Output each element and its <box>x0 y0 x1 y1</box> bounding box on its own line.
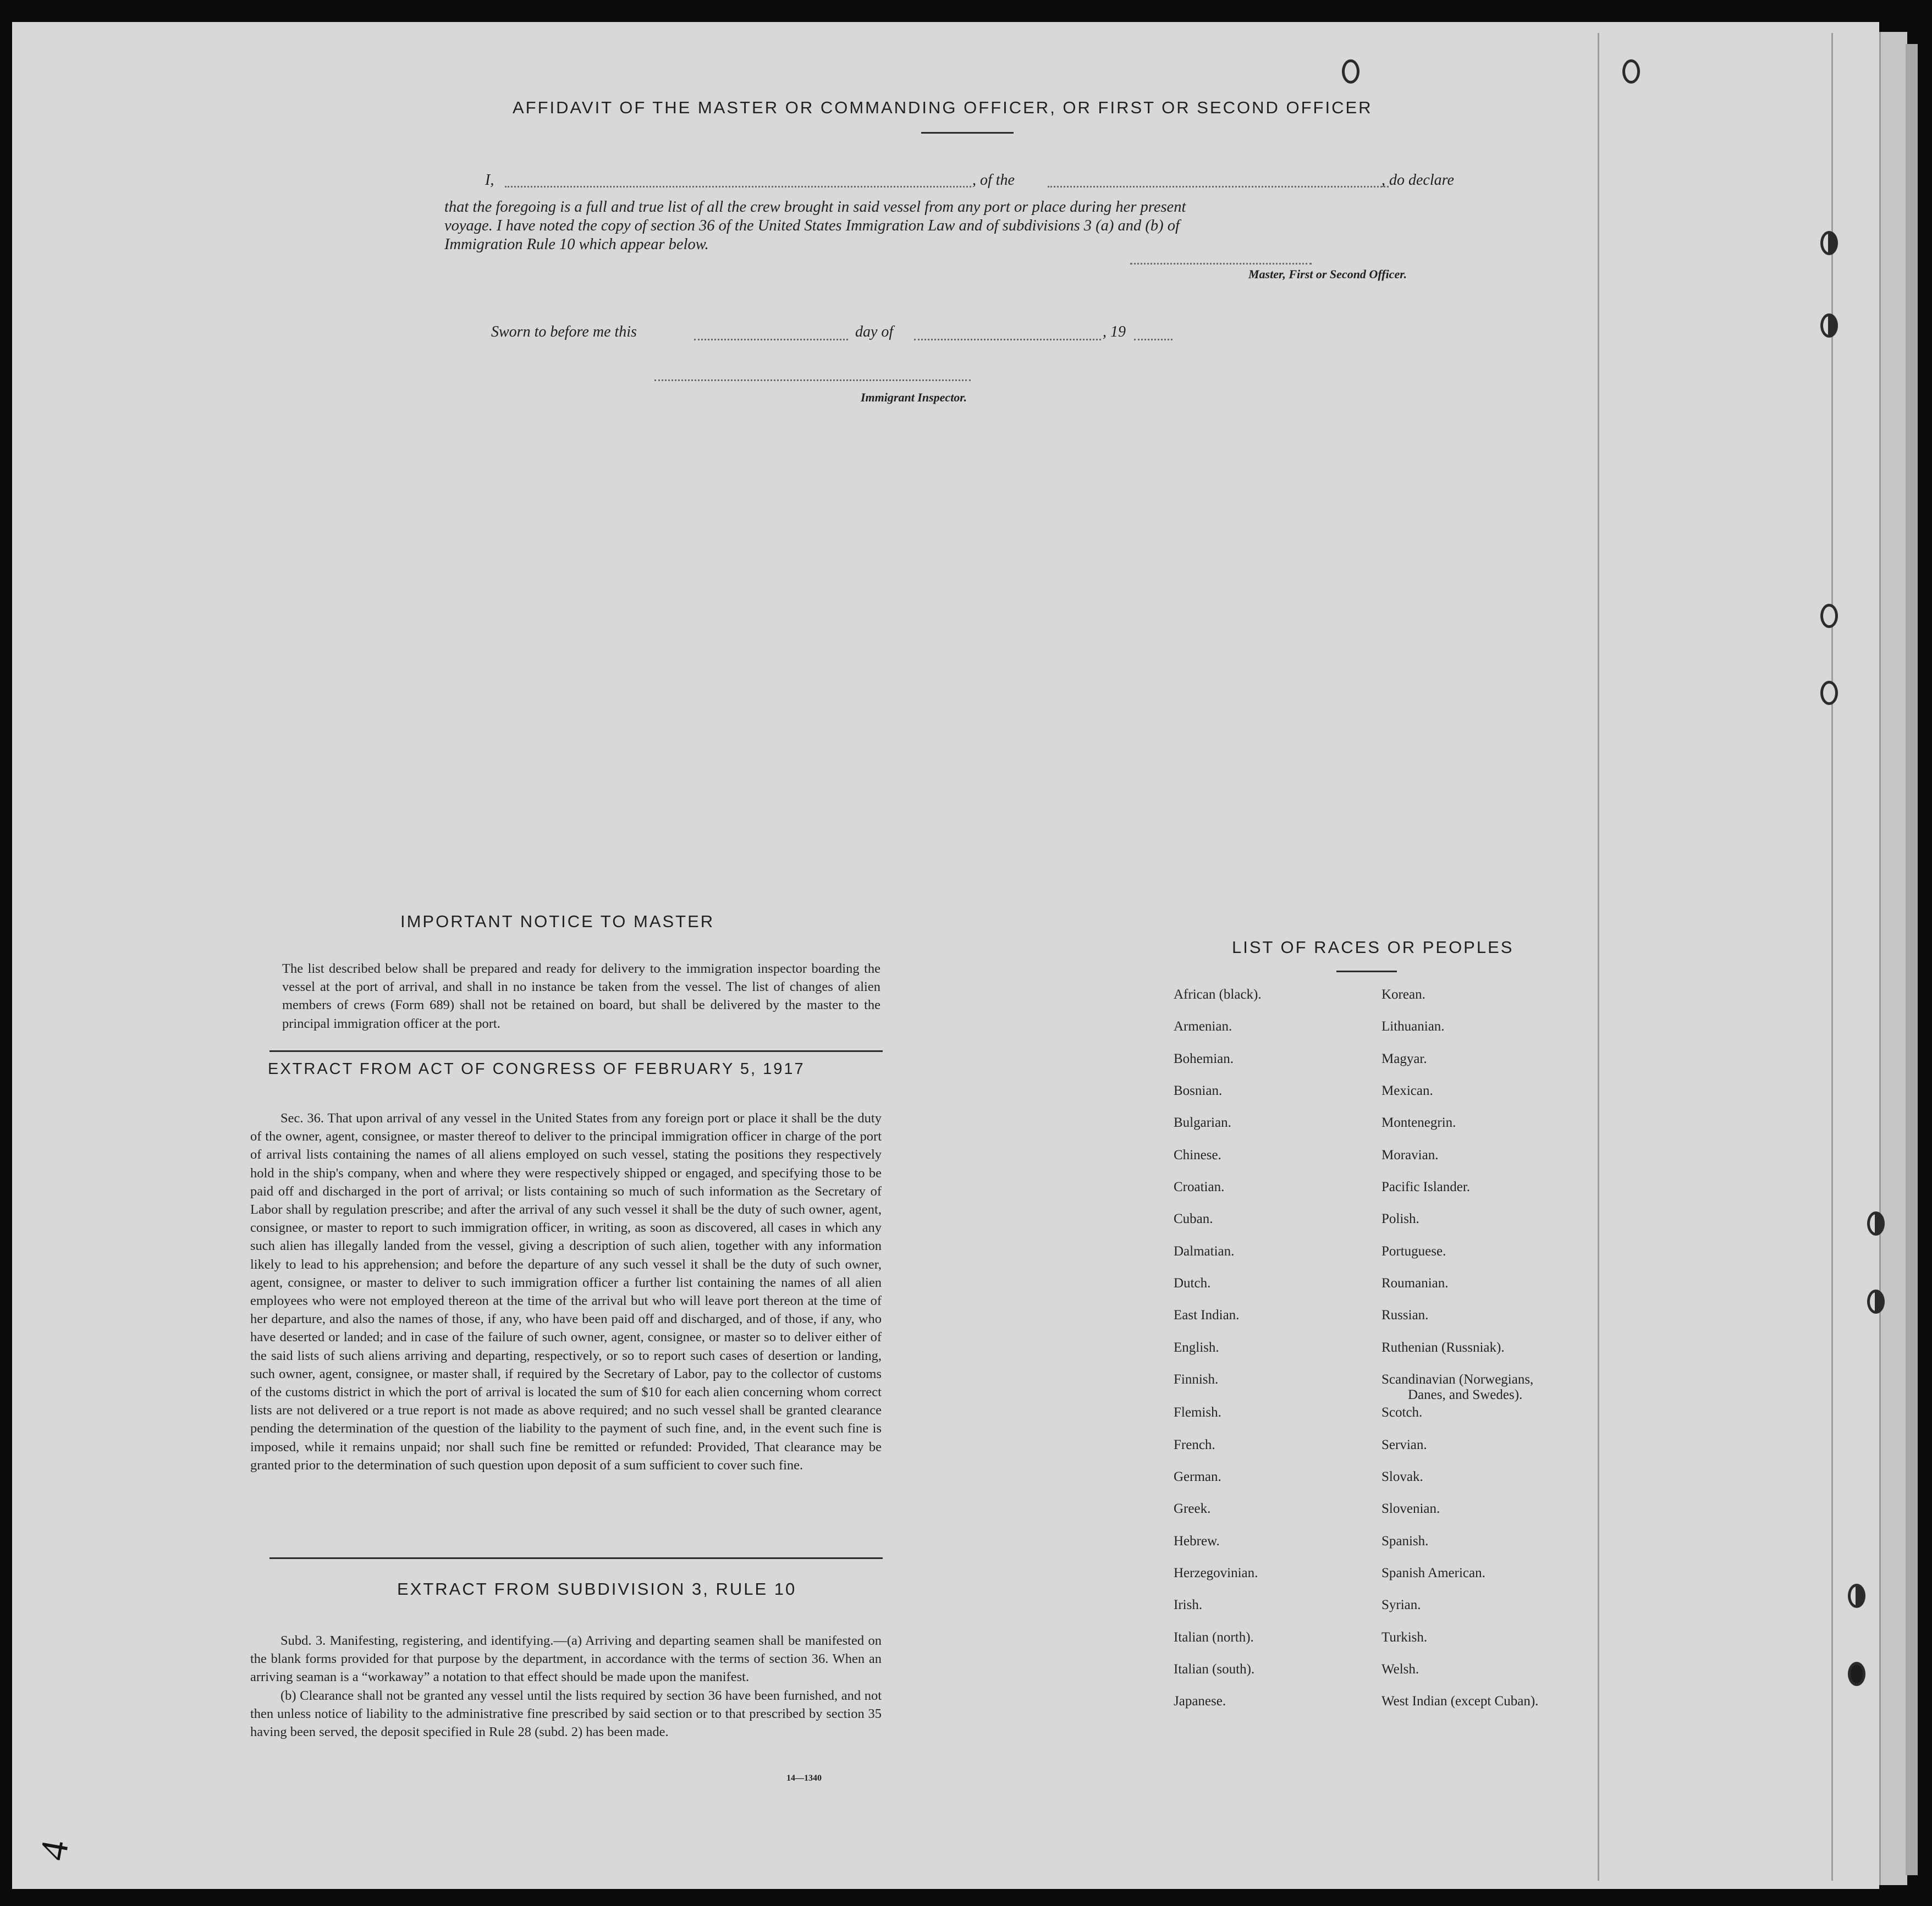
race-item: Italian (north). <box>1174 1630 1254 1645</box>
notice-paragraph: The list described below shall be prepared and ready for delivery to the immigration inspector boarding the vessel at the port of arrival, and shall in no instance be taken from the vessel. The list of changes of alien members of crews (Form 689) shall not be retained on board, but shall be delivered by the master to the principal immigration officer at the port. <box>282 961 880 1031</box>
punch-hole-icon <box>1867 1290 1885 1314</box>
declare-label: , do declare <box>1381 172 1454 189</box>
punch-hole-icon <box>1820 313 1838 338</box>
day-of-label: day of <box>855 323 894 340</box>
race-item: Chinese. <box>1174 1148 1221 1163</box>
race-item: Pacific Islander. <box>1381 1180 1471 1194</box>
race-item: Dutch. <box>1174 1276 1211 1291</box>
section-divider <box>269 1557 883 1559</box>
race-item: Croatian. <box>1174 1180 1225 1194</box>
affidavit-title: AFFIDAVIT OF THE MASTER OR COMMANDING OFFICER, OR FIRST OR SECOND OFFICER <box>513 98 1373 117</box>
race-item: Ruthenian (Russniak). <box>1381 1340 1505 1355</box>
statement-line: voyage. I have noted the copy of section 36 of the United States Immigration Law and of subdivisions 3 (a) and (b) of <box>444 217 1180 234</box>
race-item: Syrian. <box>1381 1597 1421 1612</box>
race-item: Magyar. <box>1381 1051 1427 1066</box>
race-item: Japanese. <box>1174 1694 1226 1709</box>
bleed-through-line <box>1598 33 1599 1881</box>
master-signature-label: Master, First or Second Officer. <box>1248 267 1407 281</box>
rule-paragraph-b: (b) Clearance shall not be granted any vessel until the lists required by section 36 have been furnished, and not then unless notice of liability to the administrative fine prescribed by said section or to that prescribed by section 35 having been served, the deposit specified in Rule 28 (subd. 2) has been made. <box>250 1688 882 1740</box>
race-item: African (black). <box>1174 987 1262 1002</box>
rule-paragraph-a: Subd. 3. Manifesting, registering, and identifying.—(a) Arriving and departing seamen shall be manifested on the blank forms provided for that purpose by the department, in accordance with the terms of section 36. When an arriving seaman is a “workaway” a notation to that effect should be made upon the manifest. <box>250 1633 882 1685</box>
races-title-underline <box>1336 971 1397 972</box>
statement-line: that the foregoing is a full and true list of all the crew brought in said vessel from any port or place during her present <box>444 199 1186 216</box>
punch-hole-icon <box>1848 1662 1865 1686</box>
punch-hole-icon <box>1820 604 1838 628</box>
race-item: Welsh. <box>1381 1662 1419 1677</box>
race-item: Cuban. <box>1174 1211 1213 1226</box>
race-item: Hebrew. <box>1174 1534 1220 1549</box>
race-item: Montenegrin. <box>1381 1115 1456 1130</box>
race-item: Herzegovinian. <box>1174 1566 1258 1580</box>
affiant-name-field[interactable] <box>505 186 971 188</box>
race-item: Flemish. <box>1174 1405 1221 1420</box>
year-label: , 19 <box>1103 323 1126 340</box>
race-item: Polish. <box>1381 1211 1419 1226</box>
race-item: Servian. <box>1381 1437 1427 1452</box>
race-item: Irish. <box>1174 1597 1203 1612</box>
race-item: Dalmatian. <box>1174 1244 1235 1259</box>
affidavit-statement <box>444 198 1186 254</box>
sworn-month-field[interactable] <box>914 339 1101 340</box>
act-text <box>250 1109 882 1474</box>
title-underline <box>921 132 1014 134</box>
sworn-day-field[interactable] <box>694 339 848 340</box>
race-item: English. <box>1174 1340 1219 1355</box>
act-title: EXTRACT FROM ACT OF CONGRESS OF FEBRUARY 5, 1917 <box>268 1060 805 1078</box>
race-item: French. <box>1174 1437 1215 1452</box>
race-item: Italian (south). <box>1174 1662 1255 1677</box>
race-item: Bohemian. <box>1174 1051 1234 1066</box>
rule-text <box>250 1632 882 1741</box>
race-item: Scandinavian (Norwegians, <box>1381 1372 1534 1387</box>
race-item: Roumanian. <box>1381 1276 1449 1291</box>
sworn-year-field[interactable] <box>1134 339 1173 340</box>
page-edge-shadow <box>1906 44 1918 1875</box>
punch-hole-icon <box>1848 1584 1865 1608</box>
race-item: Korean. <box>1381 987 1425 1002</box>
race-item: Portuguese. <box>1381 1244 1446 1259</box>
race-item: West Indian (except Cuban). <box>1381 1694 1539 1709</box>
handwritten-margin-mark: 4 <box>32 1837 77 1864</box>
punch-hole-icon <box>1622 59 1640 84</box>
race-item: Spanish American. <box>1381 1566 1485 1580</box>
race-item: Moravian. <box>1381 1148 1439 1163</box>
race-item: Greek. <box>1174 1501 1211 1516</box>
race-item: Bosnian. <box>1174 1083 1223 1098</box>
race-item: German. <box>1174 1469 1221 1484</box>
race-item: Spanish. <box>1381 1534 1429 1549</box>
bleed-through-line <box>1831 33 1833 1881</box>
race-item: Finnish. <box>1174 1372 1219 1387</box>
master-signature-field[interactable] <box>1130 263 1312 265</box>
race-item-continuation: Danes, and Swedes). <box>1408 1387 1523 1402</box>
rule-title: EXTRACT FROM SUBDIVISION 3, RULE 10 <box>397 1579 797 1599</box>
race-item: Slovak. <box>1381 1469 1423 1484</box>
race-item: Bulgarian. <box>1174 1115 1231 1130</box>
punch-hole-icon <box>1820 231 1838 255</box>
race-item: East Indian. <box>1174 1308 1240 1323</box>
race-item: Mexican. <box>1381 1083 1433 1098</box>
notice-title: IMPORTANT NOTICE TO MASTER <box>400 912 715 931</box>
section-divider <box>269 1050 883 1052</box>
race-item: Armenian. <box>1174 1019 1232 1034</box>
statement-line: Immigration Rule 10 which appear below. <box>444 236 709 253</box>
form-number: 14—1340 <box>786 1773 822 1783</box>
race-item: Lithuanian. <box>1381 1019 1445 1034</box>
affiant-label: I, <box>485 172 494 189</box>
page-edge <box>1879 32 1907 1885</box>
inspector-signature-field[interactable] <box>654 379 971 381</box>
vessel-name-field[interactable] <box>1048 186 1389 188</box>
inspector-signature-label: Immigrant Inspector. <box>861 390 967 404</box>
of-the-label: , of the <box>972 172 1015 189</box>
notice-text <box>282 960 880 1033</box>
race-item: Slovenian. <box>1381 1501 1440 1516</box>
punch-hole-icon <box>1342 59 1359 84</box>
sworn-label: Sworn to before me this <box>491 323 637 340</box>
races-title: LIST OF RACES OR PEOPLES <box>1232 938 1514 957</box>
race-item: Russian. <box>1381 1308 1429 1323</box>
act-paragraph: Sec. 36. That upon arrival of any vessel in the United States from any foreign port or place it shall be the duty of the owner, agent, consignee, or master thereof to deliver to the principal immigration officer in charge of the port of arrival lists containing the names of all aliens employed on such vessel, stating the positions they respectively hold in the ship's company, when and where they were respectively shipped or engaged, and specifying those to be paid off and discharged in the port of arrival; or lists containing so much of such information as the Secretary of Labor shall by regulation prescribe; and after the arrival of any such vessel it shall be the duty of such owner, agent, consignee, or master to report to such immigration officer, in writing, as soon as discovered, all cases in which any such alien has illegally landed from the vessel, giving a description of such alien, together with any information likely to lead to his apprehension; and before the departure of any such vessel it shall be the duty of such owner, agent, consignee, or master to deliver to such immigration officer a further list containing the names of all alien employees who were not employed thereon at the time of the arrival but who will leave port thereon at the time of her departure, and also the names of those, if any, who have been paid off and discharged, and of those, if any, who have deserted or landed; and in case of the failure of such owner, agent, consignee, or master so to deliver either of the said lists of such aliens arriving and departing, respectively, or so to report such cases of desertion or landing, such owner, agent, consignee, or master shall, if required by the Secretary of Labor, pay to the collector of customs of the customs district in which the port of arrival is located the sum of $10 for each alien concerning whom correct lists are not delivered or a true report is not made as above required; and no such vessel shall be granted clearance pending the determination of the question of the liability to the payment of such fine, and, in the event such fine is imposed, while it remains unpaid; nor shall such fine be remitted or refunded: Provided, That clearance may be granted prior to the determination of such question upon deposit of a sum sufficient to cover such fine. <box>250 1111 882 1473</box>
race-item: Scotch. <box>1381 1405 1423 1420</box>
punch-hole-icon <box>1820 681 1838 705</box>
punch-hole-icon <box>1867 1211 1885 1236</box>
race-item: Turkish. <box>1381 1630 1428 1645</box>
